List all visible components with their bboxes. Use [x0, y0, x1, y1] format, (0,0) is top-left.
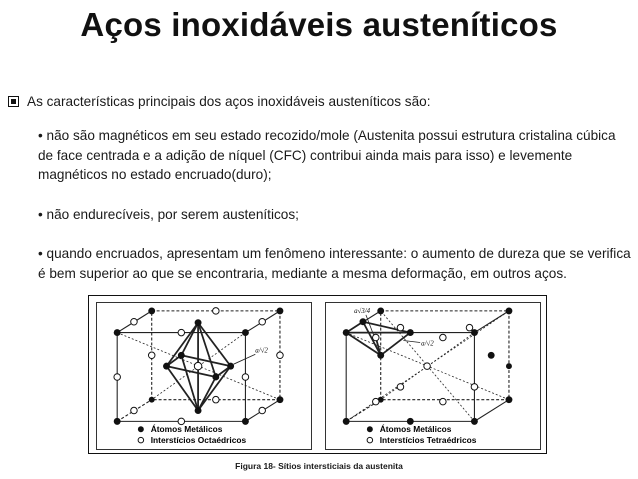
label-a-root3-4: a√3/4 — [354, 307, 371, 315]
tetrahedral-diagram — [325, 302, 541, 450]
bullet-work-hardening: • quando encruados, apresentam um fenômeno interessante: o aumento de dureza que se verifica é bem superior ao que se encontraria, mediante a mesma deformação, em outros aços. — [38, 246, 631, 281]
checkbox-bullet-icon — [8, 96, 19, 107]
bullet-magnetic: • não são magnéticos em seu estado recozido/mole (Austenita possui estrutura cristalina cúbica de face centrada e a adição de níquel (CFC) contribui ainda mais para isso) e levemente magnéticos no estado encruado(duro); — [38, 128, 616, 182]
legend-tetrahedral: Interstícios Tetraédricos — [379, 435, 477, 446]
octahedral-diagram — [96, 302, 312, 450]
intro-text: As características principais dos aços inoxidáveis austeníticos são: — [27, 94, 431, 109]
slide-title: Aços inoxidáveis austeníticos — [80, 6, 558, 43]
bullet-hardenable: • não endurecíveis, por serem austeníticos; — [38, 207, 299, 222]
intro-line — [8, 94, 430, 109]
legend-octahedral: Interstícios Octaédricos — [150, 435, 247, 446]
austenite-figure — [88, 295, 547, 454]
label-a-root2-right: a/√2 — [421, 340, 434, 348]
figure-caption: Figura 18- Sítios intersticiais da austenita — [235, 461, 403, 471]
label-a-root2-left: a/√2 — [255, 347, 268, 355]
legend-metal-atoms-left: Átomos Metálicos — [150, 424, 223, 435]
legend-metal-atoms-right: Átomos Metálicos — [379, 424, 452, 435]
